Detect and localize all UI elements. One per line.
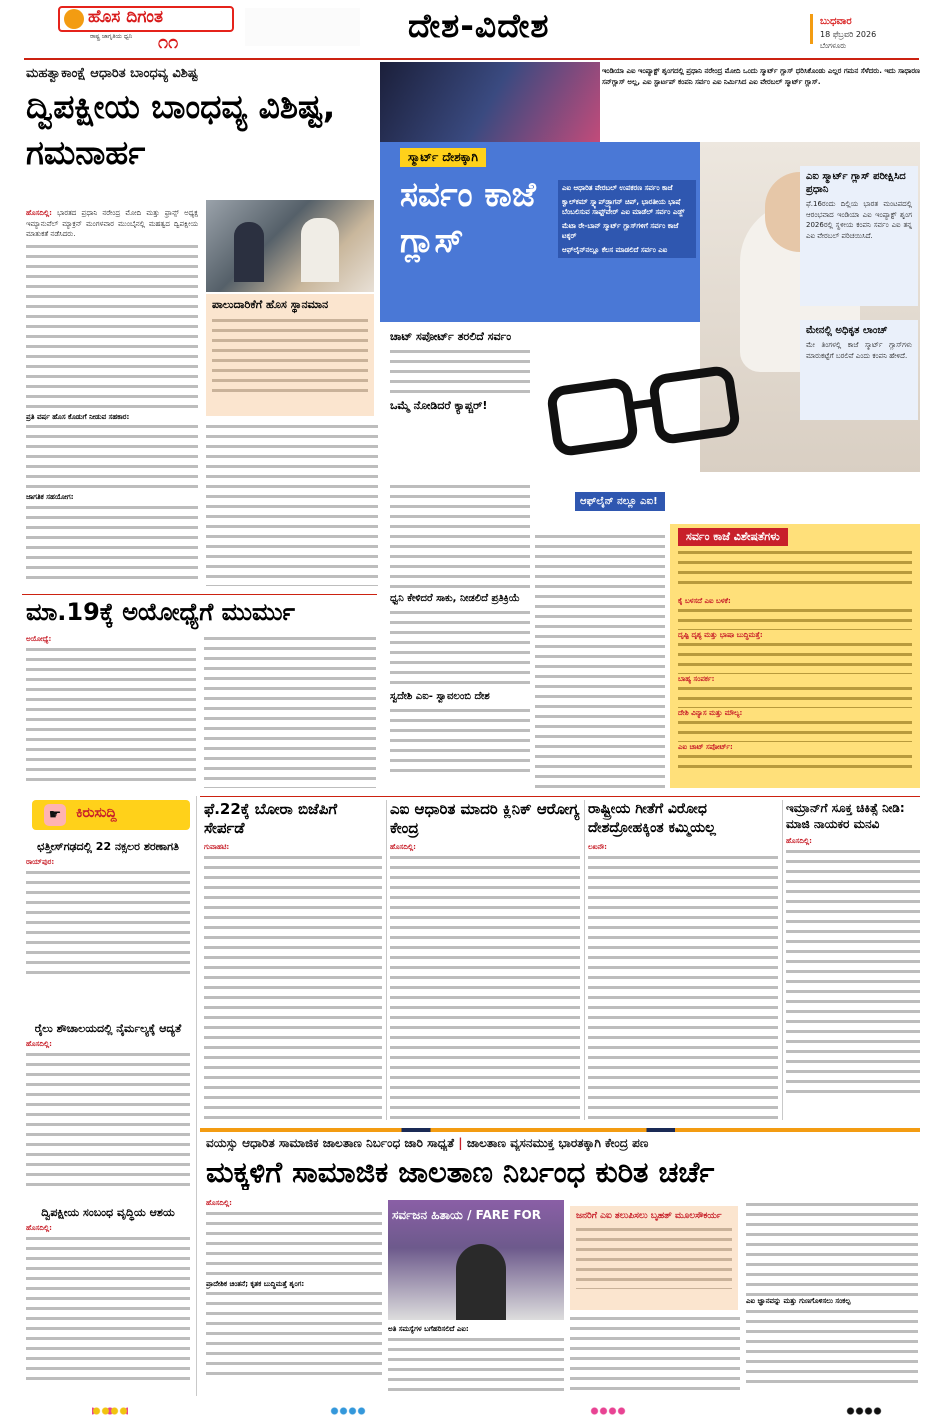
minister-photo: [388, 1200, 564, 1320]
bullet-1: ಎಐ ಆಧಾರಿತ ವೇರಬಲ್ ಉಪಕರಣ ಸರ್ವಂ ಕಾಜೆ: [562, 184, 673, 192]
pointing-hand-icon: ☛: [44, 804, 66, 826]
logo-icon: [64, 9, 84, 29]
registration-marks: [0, 1405, 945, 1419]
glasses-title-panel: [380, 142, 700, 322]
glasses-illustration: [530, 362, 770, 482]
features-list: [670, 592, 920, 788]
glasses-subhead-2: ಒಮ್ಮೆ ನೋಡಿದರೆ ಕ್ಯಾಪ್ಚರ್!: [390, 399, 488, 412]
kiru-item-2: ರೈಲು ಶೌಚಾಲಯದಲ್ಲಿ ನೈರ್ಮಲ್ಯಕ್ಕೆ ಆದ್ಯತೆ ಹೊಸದಿಲ್ಲಿ:: [26, 1022, 190, 1190]
offline-badge: ಆಫ್‌ಲೈನ್ ನಲ್ಲೂ ಎಐ!: [575, 492, 665, 511]
lead-kicker: ಮಹತ್ವಾಕಾಂಕ್ಷೆ ಆಧಾರಿತ ಬಾಂಧವ್ಯ ವಿಶಿಷ್ಟ: [26, 66, 198, 81]
logo: [58, 6, 234, 54]
story-imran: ಇಮ್ರಾನ್‌ಗೆ ಸೂಕ್ತ ಚಿಕಿತ್ಸೆ ನೀಡಿ: ಮಾಜಿ ನಾಯಕರ ಮನವಿ ಹೊಸದಿಲ್ಲಿ:: [786, 800, 920, 1120]
social-subhead-2: ಅತಿ ಸಮಸ್ಯೆಗಳ ಬಗೆಹರಿಸಲಿದೆ ಎಐ:: [388, 1325, 469, 1333]
issue-day: ಬುಧವಾರ: [820, 16, 852, 27]
glasses-lower: [380, 592, 920, 792]
bullet-2: ಕ್ವಾಲ್‌ಕಮ್ ಸ್ನ್ಯಾಪ್‌ಡ್ರ್ಯಾಗನ್ ಚಿಪ್, ಭಾರತೀಯ ಭಾಷೆ ಬೆಂಬಲಿಸುವ ಸಾಫ್ಟ್‌ವೇರ್ ಎಐ ಮಾಡೆಲ್ ಸರ್ವಂ ಎಡ್ಜ್: [562, 198, 685, 216]
glasses-subhead-4: ಸ್ವದೇಶಿ ಎಐ- ಸ್ವಾವಲಂಬಿ ದೇಶ: [390, 691, 490, 702]
partnership-box-title: ಪಾಲುದಾರಿಕೆಗೆ ಹೊಸ ಸ್ಥಾನಮಾನ: [212, 298, 329, 311]
murmu-article: [22, 594, 377, 790]
masthead: [0, 0, 945, 60]
infra-box-title: ಜನರಿಗೆ ಎಐ ತಲುಪಿಸಲು ಬೃಹತ್ ಮೂಲಸೌಕರ್ಯ: [576, 1211, 722, 1221]
feature-5: ಎಐ ಚಾಟ್ ಸಪೋರ್ಟ್:: [678, 743, 733, 751]
lead-subhead-2: ಜಾಗತಿಕ ಸಹಯೋಗ:: [26, 493, 74, 501]
issue-city: ಬೆಂಗಳೂರು: [820, 42, 847, 50]
photo-banner-text: ಸರ್ವಜನ ಹಿತಾಯ / FARE FOR: [392, 1208, 541, 1222]
section-title: ದೇಶ-ವಿದೇಶ: [408, 6, 550, 45]
social-kicker: ವಯಸ್ಸು ಆಧಾರಿತ ಸಾಮಾಜಿಕ ಜಾಲತಾಣ ನಿರ್ಬಂಧ ಜಾರಿ ಸಾಧ್ಯತೆ | ಜಾಲತಾಣ ವ್ಯಸನಮುಕ್ತ ಭಾರತಕ್ಕಾಗಿ ಕೇಂದ್ರ ಪಣ: [206, 1136, 649, 1150]
glasses-col-1b: [390, 532, 530, 592]
features-title: ಸರ್ವಂ ಕಾಜೆ ವಿಶೇಷತೆಗಳು: [678, 528, 788, 546]
glasses-col-2: [535, 496, 665, 592]
launch-box-title: ಮೇನಲ್ಲಿ ಅಧಿಕೃತ ಲಾಂಚ್: [806, 325, 888, 336]
glasses-subhead-3: ಧ್ವನಿ ಕೇಳಿದರೆ ಸಾಕು, ನೀಡಲಿದೆ ಪ್ರತಿಕ್ರಿಯೆ: [390, 593, 520, 604]
kiru-label: ಕಿರುಸುದ್ದಿ: [76, 805, 117, 821]
launch-box: [800, 320, 918, 420]
kiru-suddi: [22, 796, 192, 1396]
glasses-intro: ಇಂಡಿಯಾ ಎಐ ಇಂಪ್ಯಾಕ್ಟ್ ಶೃಂಗದಲ್ಲಿ ಪ್ರಧಾನಿ ನರೇಂದ್ರ ಮೋದಿ ಒಂದು ಸ್ಮಾರ್ಟ್ ಗ್ಲಾಸ್ ಧರಿಸಿಕೊಂಡು ಎಲ್ಲರ ಗಮನ ಸೆಳೆದರು. ಇದು ಸಾಧಾರಣ ಸನ್‌ಗ್ಲಾಸ್ ಅಲ್ಲ, ಎಐ ಸ್ಟಾರ್ಟಪ್ ಕಂಪನಿ ಸರ್ವಂ ಎಐ ನಿರ್ಮಿಸಿದ ಎಐ ವೇರಬಲ್ ಸ್ಮಾರ್ಟ್ ಗ್ಲಾಸ್.: [602, 67, 920, 86]
partnership-box: [206, 294, 374, 416]
story-anthem: ರಾಷ್ಟ್ರೀಯ ಗೀತೆಗೆ ವಿರೋಧ ದೇಶದ್ರೋಹಕ್ಕಿಂತ ಕಮ್ಮಿಯಲ್ಲ ಲಖನೌ:: [588, 800, 778, 1120]
feature-3: ಬಾಹ್ಯ ಸಂಪರ್ಕ:: [678, 675, 715, 683]
lead-subhead-1: ಪ್ರತಿ ವರ್ಷ ಹೊಸ ಕೊಡುಗೆ ನೀಡುವ ಸಹಕಾರ:: [26, 412, 130, 421]
lead-article: [22, 62, 377, 592]
social-subhead-1: ಪ್ರಾದೇಶಿಕ ಚಿಂತನೆ; ಕೃತಕ ಬುದ್ಧಿಮತ್ತೆ ಶೃಂಗ:: [206, 1279, 305, 1288]
story-clinic: ಎಐ ಆಧಾರಿತ ಮಾದರಿ ಕ್ಲಿನಿಕ್ ಆರೋಗ್ಯ ಕೇಂದ್ರ ಹೊಸದಿಲ್ಲಿ:: [390, 800, 580, 1120]
lead-text: ಭಾರತದ ಪ್ರಧಾನಿ ನರೇಂದ್ರ ಮೋದಿ ಮತ್ತು ಫ್ರಾನ್ಸ್ ಅಧ್ಯಕ್ಷ ಇಮ್ಯಾನುವೆಲ್ ಮ್ಯಾಕ್ರನ್ ಮಂಗಳವಾರ ಮುಂಬೈನಲ್ಲಿ ಮಹತ್ವದ ದ್ವಿಪಕ್ಷೀಯ ಮಾತುಕತೆ ನಡೆಸಿದರು.: [26, 209, 198, 238]
social-article: [200, 1128, 920, 1398]
features-box: [670, 524, 920, 592]
bullet-3: ಮೆಟಾ ರೇ-ಬಾನ್ ಸ್ಮಾರ್ಟ್ ಗ್ಲಾಸ್‌ಗಳಿಗೆ ಸರ್ವಂ ಕಾಜೆ ಟಕ್ಕರ್: [562, 222, 679, 240]
glasses-feature: [380, 62, 920, 592]
lead-headline: ದ್ವಿಪಕ್ಷೀಯ ಬಾಂಧವ್ಯ ವಿಶಿಷ್ಟ, ಗಮನಾರ್ಹ: [26, 87, 336, 172]
glasses-title: ಸರ್ವಂ ಕಾಜೆ ಗ್ಲಾಸ್: [400, 175, 536, 261]
glasses-bullets: [558, 180, 696, 258]
pm-box-text: ಫೆ.16ರಂದು ದಿಲ್ಲಿಯ ಭಾರತ ಮಂಟಪದಲ್ಲಿ ಆರಂಭವಾದ ಇಂಡಿಯಾ ಎಐ ಇಂಪ್ಯಾಕ್ಟ್ ಶೃಂಗ 2026ರಲ್ಲಿ ಸ್ಥಳೀಯ ಕಂಪನಿ ಸರ್ವಂ ಎಐ ತನ್ನ ಎಐ ವೇರಬಲ್ ಪರಿಚಯಿಸಿದೆ.: [806, 200, 912, 240]
stories-row: [200, 796, 920, 1126]
feature-1: ಕೈ ಬಳಸದೆ ಎಐ ಬಳಕೆ:: [678, 597, 731, 605]
logo-text: ಹೊಸ ದಿಗಂತ: [88, 7, 163, 27]
infra-box: [570, 1206, 738, 1310]
feature-4: ದೇಶಿ ವಿನ್ಯಾಸ ಮತ್ತು ಮೌಲ್ಯ:: [678, 709, 743, 717]
lead-body-cont: [206, 422, 378, 586]
murmu-headline: ಮಾ.19ಕ್ಕೆ ಅಯೋಧ್ಯೆಗೆ ಮುರ್ಮು: [26, 598, 295, 626]
issue-date: 18 ಫೆಬ್ರವರಿ 2026: [820, 30, 877, 39]
glasses-col-1c: [390, 592, 530, 792]
launch-box-text: ಮೇ ತಿಂಗಳಲ್ಲಿ ಕಾಜೆ ಸ್ಮಾರ್ಟ್ ಗ್ಲಾಸ್‌ಗಳು ಮಾರುಕಟ್ಟೆಗೆ ಬರಲಿವೆ ಎಂದು ಕಂಪನಿ ಹೇಳಿದೆ.: [806, 341, 912, 360]
lead-dateline: ಹೊಸದಿಲ್ಲಿ:: [26, 209, 52, 217]
social-subhead-3: ಎಐ ಜ್ಞಾನವನ್ನು ಮತ್ತು ಗುಣಗೊಳಿಸಲು ಸಂಕಲ್ಪ: [746, 1297, 851, 1305]
chat-title: ಚಾಟ್ ಸಪೋರ್ಟ್ ತರಲಿದೆ ಸರ್ವಂ: [390, 330, 512, 343]
story-bora: ಫೆ.22ಕ್ಕೆ ಬೋರಾ ಬಿಜೆಪಿಗೆ ಸೇರ್ಪಡೆ ಗುವಾಹಟಿ:: [204, 800, 382, 1120]
glasses-col-2b: [535, 592, 665, 788]
kiru-item-3: ದ್ವಿಪಕ್ಷೀಯ ಸಂಬಂಧ ವೃದ್ಧಿಯ ಆಶಯ ಹೊಸದಿಲ್ಲಿ:: [26, 1206, 190, 1384]
kiru-label-box: [32, 800, 190, 830]
lead-photo: [206, 200, 374, 292]
social-headline: ಮಕ್ಕಳಿಗೆ ಸಾಮಾಜಿಕ ಜಾಲತಾಣ ನಿರ್ಬಂಧ ಕುರಿತ ಚರ್ಚೆ: [206, 1155, 715, 1189]
page-number: ೧೧: [158, 32, 179, 53]
glasses-label: ಸ್ಮಾರ್ಟ್ ದೇಶಕ್ಕಾಗಿ: [400, 148, 486, 167]
lead-body: [26, 208, 198, 588]
bullet-4: ಆಫ್‌ಲೈನ್‌ನಲ್ಲೂ ಕೆಲಸ ಮಾಡಲಿದೆ ಸರ್ವಂ ಎಐ: [562, 246, 668, 254]
pm-box-title: ಎಐ ಸ್ಮಾರ್ಟ್ ಗ್ಲಾಸ್ ಪರೀಕ್ಷಿಸಿದ ಪ್ರಧಾನಿ: [806, 171, 906, 195]
kiru-item-1: ಛತ್ತೀಸ್‌ಗಢದಲ್ಲಿ 22 ನಕ್ಸಲರ ಶರಣಾಗತಿ ರಾಯ್‌ಪುರ:: [26, 840, 190, 978]
pm-box: [800, 166, 918, 306]
feature-2: ದೃಷ್ಟಿ ದೃಶ್ಯ ಮತ್ತು ಭಾಷಾ ಬುದ್ಧಿಮತ್ತೆ:: [678, 631, 763, 639]
social-dateline: ಹೊಸದಿಲ್ಲಿ:: [206, 1199, 232, 1207]
murmu-dateline: ಅಯೋಧ್ಯೆ:: [26, 635, 52, 643]
glasses-hero-image: [380, 62, 600, 142]
logo-tagline: ರಾಷ್ಟ್ರ ಜಾಗೃತಿಯ ಧ್ವನಿ: [90, 33, 133, 40]
